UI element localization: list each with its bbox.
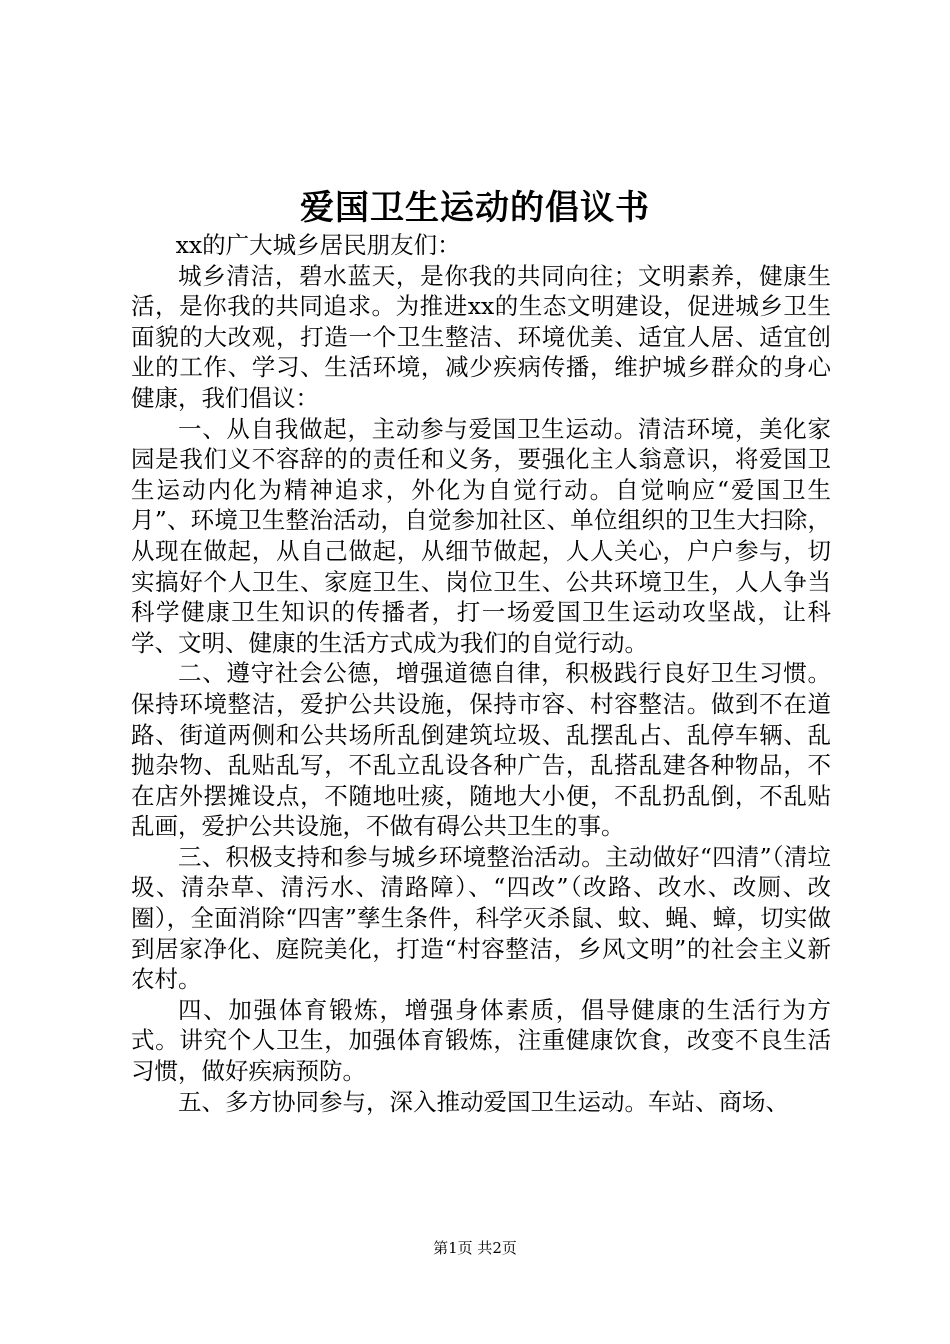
paragraph-item-3: 三、积极支持和参与城乡环境整治活动。主动做好“四清”（清垃圾、清杂草、清污水、清路障）、“四改”（改路、改水、改厕、改圈），全面消除“四害”孳生条件，科学灭杀鼠、蚊、蝇、蟑，切实做到居家净化、庭院美化，打造“村容整洁，乡风文明”的社会主义新农村。 — [131, 842, 831, 994]
paragraph-item-5: 五、多方协同参与，深入推动爱国卫生运动。车站、商场、 — [178, 1087, 789, 1116]
page-footer: 第1页 共2页 — [433, 1239, 517, 1257]
document-title: 爱国卫生运动的倡议书 — [300, 188, 650, 228]
paragraph-item-4: 四、加强体育锻炼，增强身体素质，倡导健康的生活行为方式。讲究个人卫生，加强体育锻炼，注重健康饮食，改变不良生活习惯，做好疾病预防。 — [131, 995, 831, 1086]
salutation: xx的广大城乡居民朋友们： — [175, 231, 461, 259]
paragraph-item-2: 二、遵守社会公德，增强道德自律，积极践行良好卫生习惯。保持环境整洁，爱护公共设施，保持市容、村容整洁。做到不在道路、街道两侧和公共场所乱倒建筑垃圾、乱摆乱占、乱停车辆、乱抛杂物、乱贴乱写，不乱立乱设各种广告，乱搭乱建各种物品，不在店外摆摊设点，不随地吐痰，随地大小便，不乱扔乱倒，不乱贴乱画，爱护公共设施，不做有碍公共卫生的事。 — [131, 659, 831, 841]
paragraph-intro: 城乡清洁，碧水蓝天，是你我的共同向往；文明素养，健康生活，是你我的共同追求。为推进xx的生态文明建设，促进城乡卫生面貌的大改观，打造一个卫生整洁、环境优美、适宜人居、适宜创业的工作、学习、生活环境，减少疾病传播，维护城乡群众的身心健康，我们倡议： — [131, 261, 831, 412]
document-body — [131, 230, 831, 1117]
paragraph-item-1: 一、从自我做起，主动参与爱国卫生运动。清洁环境，美化家园是我们义不容辞的的责任和义务，要强化主人翁意识，将爱国卫生运动内化为精神追求，外化为自觉行动。自觉响应“爱国卫生月”、环境卫生整治活动，自觉参加社区、单位组织的卫生大扫除，从现在做起，从自己做起，从细节做起，人人关心，户户参与，切实搞好个人卫生、家庭卫生、岗位卫生、公共环境卫生，人人争当科学健康卫生知识的传播者，打一场爱国卫生运动攻坚战，让科学、文明、健康的生活方式成为我们的自觉行动。 — [131, 414, 831, 657]
